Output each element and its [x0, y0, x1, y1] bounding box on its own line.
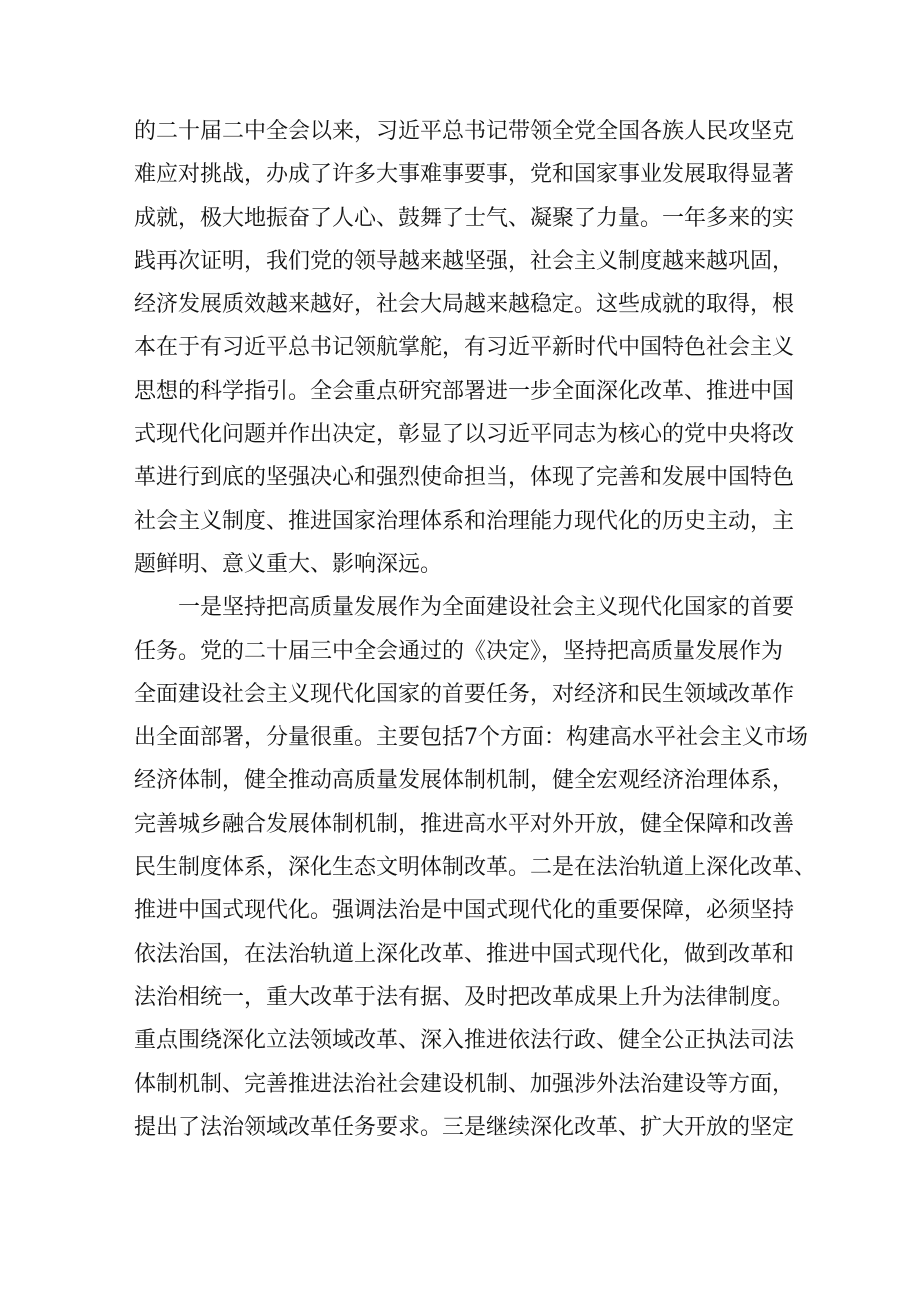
text-line: 任务。党的二十届三中全会通过的《决定》，坚持把高质量发展作为	[134, 638, 784, 664]
text-line: 的二十届二中全会以来，习近平总书记带领全党全国各族人民攻坚克	[134, 119, 795, 144]
text-line: 革进行到底的坚强决心和强烈使命担当，体现了完善和发展中国特色	[134, 465, 795, 491]
text-line: 难应对挑战，办成了许多大事难事要事，党和国家事业发展取得显著	[134, 162, 795, 188]
text-line: 践再次证明，我们党的领导越来越坚强，社会主义制度越来越巩固，	[134, 248, 795, 274]
paragraph-start-line: 一是坚持把高质量发展作为全面建设社会主义现代化国家的首要	[134, 595, 795, 621]
text-line: 社会主义制度、推进国家治理体系和治理能力现代化的历史主动，主	[134, 508, 795, 534]
text-line: 思想的科学指引。全会重点研究部署进一步全面深化改革、推进中国	[134, 378, 795, 404]
text-line: 民生制度体系，深化生态文明体制改革。二是在法治轨道上深化改革、	[134, 855, 817, 881]
body-text	[134, 110, 817, 1149]
text-line: 法治相统一，重大改革于法有据、及时把改革成果上升为法律制度。	[134, 984, 795, 1010]
text-line: 完善城乡融合发展体制机制，推进高水平对外开放，健全保障和改善	[134, 811, 795, 837]
text-line: 体制机制、完善推进法治社会建设机制、加强涉外法治建设等方面，	[134, 1071, 795, 1097]
text-line: 式现代化问题并作出决定，彰显了以习近平同志为核心的党中央将改	[134, 422, 795, 448]
text-line: 推进中国式现代化。强调法治是中国式现代化的重要保障，必须坚持	[134, 898, 795, 924]
text-line: 成就，极大地振奋了人心、鼓舞了士气、凝聚了力量。一年多来的实	[134, 205, 795, 231]
text-line: 提出了法治领域改革任务要求。三是继续深化改革、扩大开放的坚定	[134, 1114, 795, 1140]
text-line: 经济发展质效越来越好，社会大局越来越稳定。这些成就的取得，根	[134, 292, 795, 318]
text-line: 经济体制，健全推动高质量发展体制机制，健全宏观经济治理体系，	[134, 768, 795, 794]
text-line: 出全面部署，分量很重。主要包括7个方面：构建高水平社会主义市场	[134, 725, 808, 751]
text-line: 本在于有习近平总书记领航掌舵，有习近平新时代中国特色社会主义	[134, 335, 795, 361]
text-line: 题鲜明、意义重大、影响深远。	[134, 551, 443, 577]
text-line: 全面建设社会主义现代化国家的首要任务，对经济和民生领域改革作	[134, 681, 795, 707]
text-line: 依法治国，在法治轨道上深化改革、推进中国式现代化，做到改革和	[134, 941, 795, 967]
text-line: 重点围绕深化立法领域改革、深入推进依法行政、健全公正执法司法	[134, 1028, 795, 1054]
